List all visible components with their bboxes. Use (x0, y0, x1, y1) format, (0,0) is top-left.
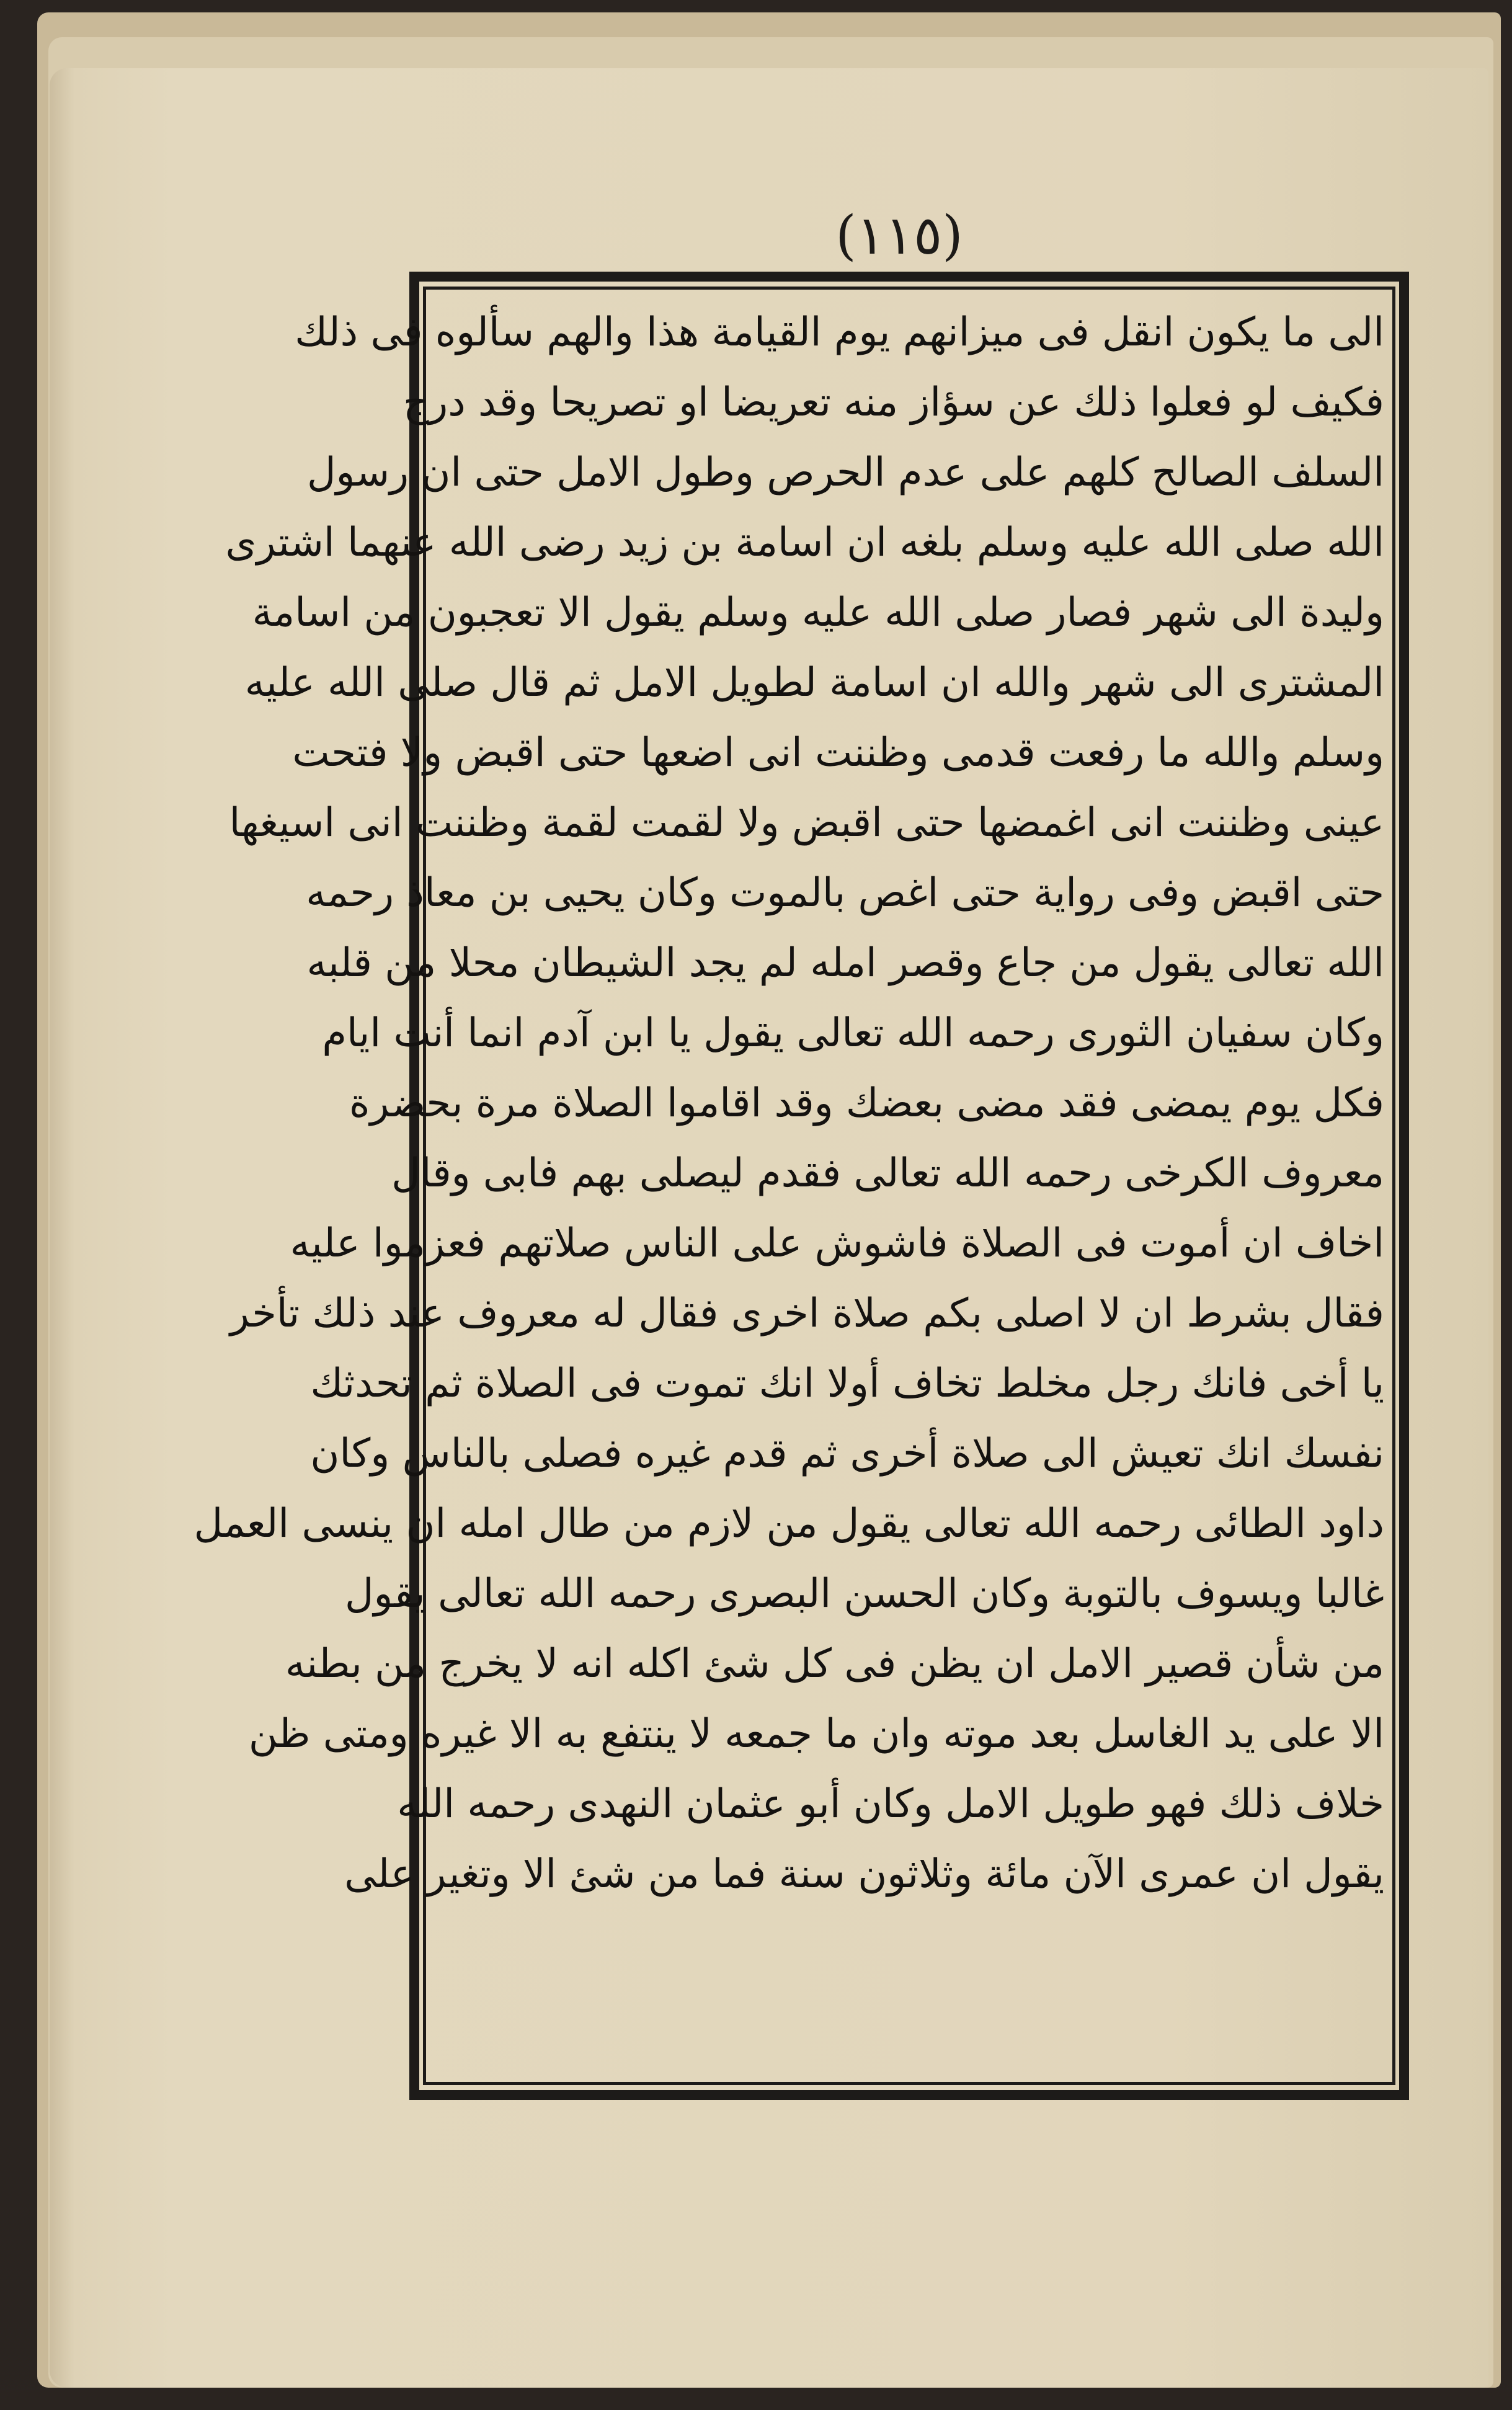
text-line-8: عينى وظننت انى اغمضها حتى اقبض ولا لقمت لقمة وظننت انى اسيغها (229, 800, 1384, 846)
text-line-23: يقول ان عمرى الآن مائة وثلاثون سنة فما من شئ الا وتغير على (344, 1851, 1384, 1897)
text-line-11: وكان سفيان الثورى رحمه الله تعالى يقول يا ابن آدم انما أنت ايام (322, 1010, 1384, 1056)
text-line-10: الله تعالى يقول من جاع وقصر امله لم يجد الشيطان محلا من قلبه (306, 940, 1384, 986)
text-line-18: داود الطائى رحمه الله تعالى يقول من لازم من طال امله ان ينسى العمل (193, 1501, 1384, 1547)
page-number: (١١٥) (835, 205, 963, 267)
text-line-22: خلاف ذلك فهو طويل الامل وكان أبو عثمان النهدى رحمه الله (397, 1781, 1384, 1827)
text-line-20: من شأن قصير الامل ان يظن فى كل شئ اكله انه لا يخرج من بطنه (285, 1641, 1384, 1687)
text-line-2: فكيف لو فعلوا ذلك عن سؤاز منه تعريضا او تصريحا وقد درج (402, 380, 1384, 425)
body-text (193, 298, 1384, 2071)
text-line-7: وسلم والله ما رفعت قدمى وظننت انى اضعها حتى اقبض ولا فتحت (292, 730, 1384, 776)
text-line-17: نفسك انك تعيش الى صلاة أخرى ثم قدم غيره فصلى بالناس وكان (310, 1431, 1384, 1477)
text-line-1: الى ما يكون انقل فى ميزانهم يوم القيامة هذا والهم سألوه فى ذلك (295, 309, 1384, 355)
text-line-19: غالبا ويسوف بالتوبة وكان الحسن البصرى رحمه الله تعالى يقول (344, 1571, 1384, 1617)
text-line-15: فقال بشرط ان لا اصلى بكم صلاة اخرى فقال له معروف عند ذلك تأخر (229, 1291, 1384, 1336)
text-line-13: معروف الكرخى رحمه الله تعالى فقدم ليصلى بهم فابى وقال (391, 1150, 1384, 1196)
text-line-21: الا على يد الغاسل بعد موته وان ما جمعه لا ينتفع به الا غيره ومتى ظن (248, 1711, 1384, 1757)
text-line-14: اخاف ان أموت فى الصلاة فاشوش على الناس صلاتهم فعزموا عليه (290, 1221, 1384, 1266)
text-line-16: يا أخى فانك رجل مخلط تخاف أولا انك تموت فى الصلاة ثم تحدثك (310, 1361, 1384, 1407)
text-line-3: السلف الصالح كلهم على عدم الحرص وطول الامل حتى ان رسول (306, 450, 1384, 496)
text-line-4: الله صلى الله عليه وسلم بلغه ان اسامة بن زيد رضى الله عنهما اشترى (225, 520, 1384, 566)
text-line-12: فكل يوم يمضى فقد مضى بعضك وقد اقاموا الصلاة مرة بحضرة (349, 1080, 1384, 1126)
text-line-5: وليدة الى شهر فصار صلى الله عليه وسلم يقول الا تعجبون من اسامة (252, 590, 1384, 636)
text-line-6: المشترى الى شهر والله ان اسامة لطويل الامل ثم قال صلى الله عليه (244, 660, 1384, 706)
text-line-9: حتى اقبض وفى رواية حتى اغص بالموت وكان يحيى بن معاذ رحمه (306, 870, 1384, 916)
